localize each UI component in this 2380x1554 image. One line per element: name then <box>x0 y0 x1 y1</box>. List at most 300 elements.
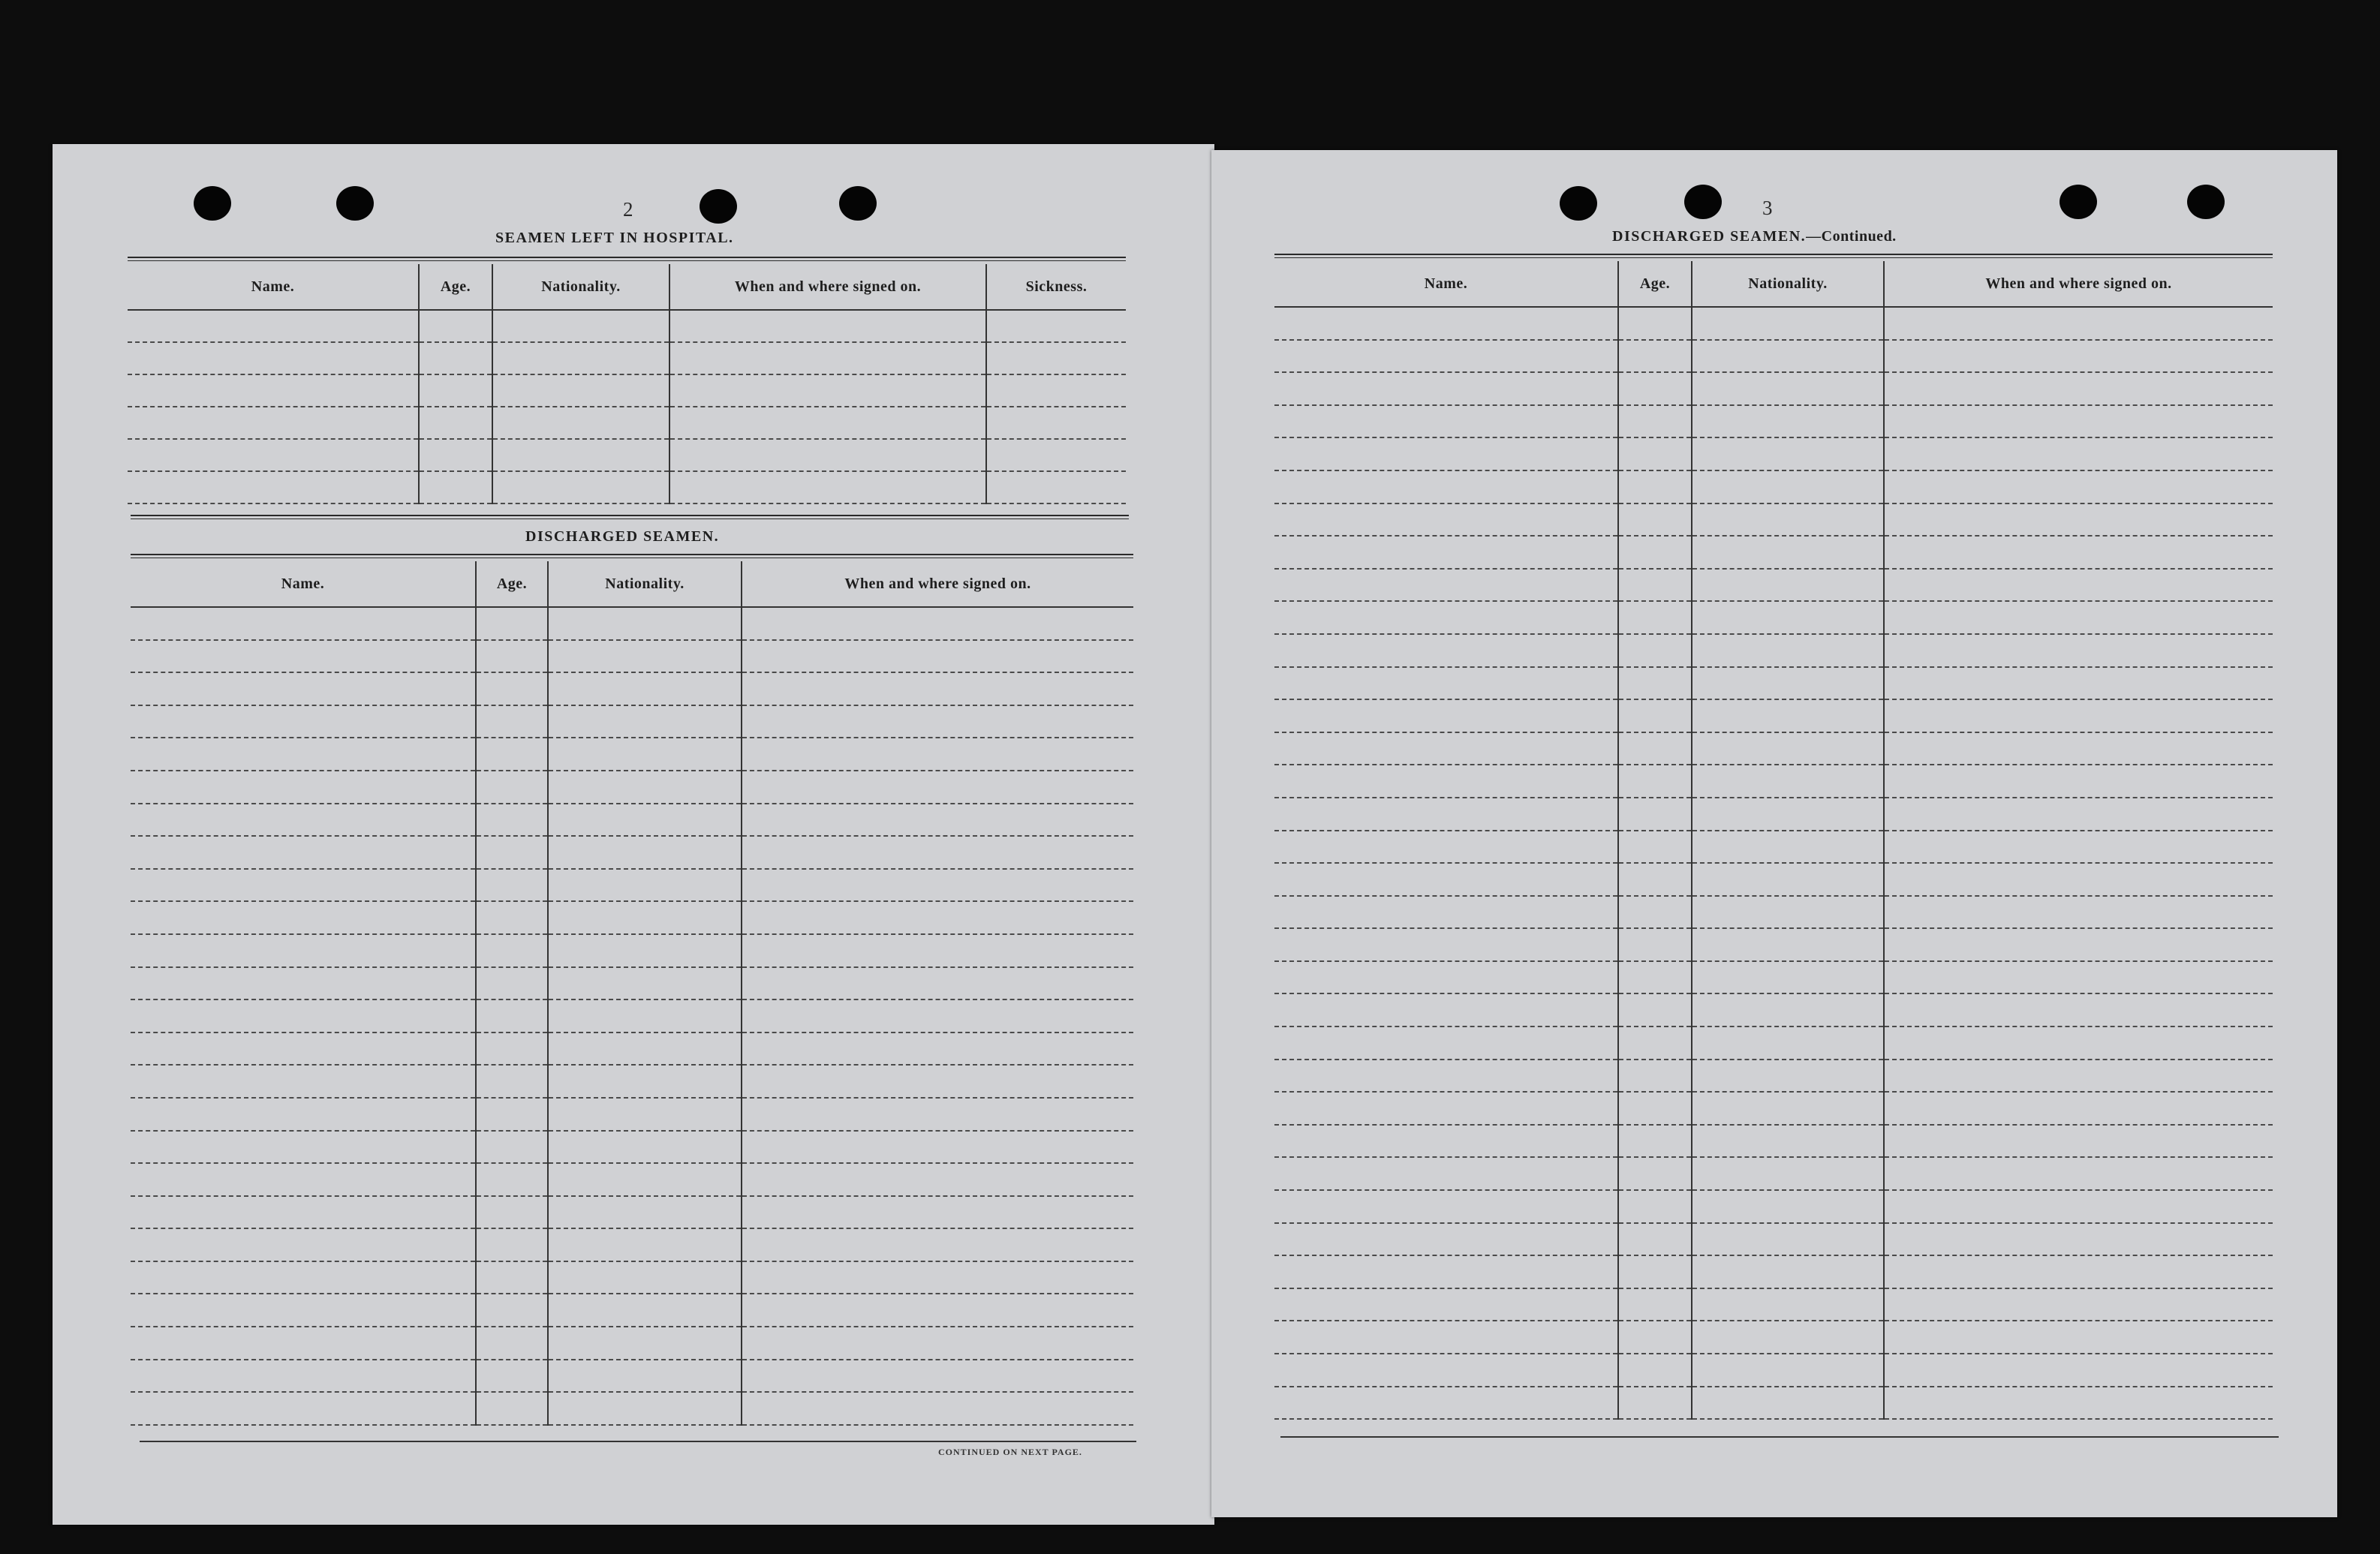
blank-entry-cell <box>1692 863 1884 896</box>
blank-entry-cell <box>1884 1190 2273 1223</box>
blank-entry-cell <box>548 869 742 902</box>
blank-entry-cell <box>1618 896 1692 929</box>
blank-entry-row <box>128 407 1126 439</box>
blank-entry-cell <box>742 901 1133 934</box>
blank-entry-cell <box>548 967 742 1000</box>
double-rule <box>1274 254 2273 258</box>
blank-entry-cell <box>548 836 742 869</box>
blank-entry-cell <box>548 1098 742 1131</box>
blank-entry-cell <box>131 869 476 902</box>
blank-entry-cell <box>1884 1288 2273 1321</box>
blank-entry-cell <box>1618 340 1692 373</box>
blank-entry-cell <box>1274 928 1618 961</box>
punch-hole <box>839 186 877 221</box>
blank-entry-cell <box>128 439 419 471</box>
blank-entry-cell <box>986 374 1126 407</box>
blank-entry-cell <box>1884 699 2273 732</box>
blank-entry-cell <box>1274 437 1618 470</box>
discharged-seamen-table <box>131 561 1133 1426</box>
blank-entry-cell <box>492 374 669 407</box>
column-header-name: Name. <box>128 264 419 310</box>
blank-entry-cell <box>419 471 492 503</box>
blank-entry-cell <box>1274 1125 1618 1158</box>
blank-entry-cell <box>476 1228 548 1261</box>
blank-entry-cell <box>419 374 492 407</box>
blank-entry-row <box>1274 1026 2273 1060</box>
blank-entry-cell <box>1274 470 1618 503</box>
blank-entry-cell <box>492 342 669 374</box>
column-header-when-where-signed-on: When and where signed on. <box>1884 261 2273 307</box>
blank-entry-cell <box>1692 896 1884 929</box>
blank-entry-cell <box>548 672 742 705</box>
blank-entry-cell <box>476 1360 548 1393</box>
blank-entry-row <box>1274 896 2273 929</box>
blank-entry-cell <box>476 705 548 738</box>
blank-entry-cell <box>742 738 1133 771</box>
blank-entry-row <box>131 1032 1133 1066</box>
blank-entry-cell <box>669 342 986 374</box>
blank-entry-cell <box>131 1294 476 1327</box>
blank-entry-row <box>131 1131 1133 1164</box>
blank-entry-cell <box>1618 1125 1692 1158</box>
blank-entry-row <box>131 738 1133 771</box>
blank-entry-cell <box>1884 798 2273 831</box>
blank-entry-cell <box>476 1392 548 1425</box>
blank-entry-cell <box>742 1294 1133 1327</box>
blank-entry-cell <box>1884 863 2273 896</box>
blank-entry-cell <box>476 934 548 967</box>
blank-entry-cell <box>1884 569 2273 602</box>
blank-entry-row <box>1274 536 2273 569</box>
blank-entry-cell <box>1274 993 1618 1026</box>
blank-entry-row <box>131 934 1133 967</box>
blank-entry-cell <box>1884 667 2273 700</box>
seamen-left-in-hospital-table <box>128 264 1126 504</box>
column-header-when-where-signed-on: When and where signed on. <box>669 264 986 310</box>
blank-entry-row <box>1274 863 2273 896</box>
blank-entry-cell <box>1618 634 1692 667</box>
blank-entry-cell <box>1618 1321 1692 1354</box>
blank-entry-row <box>131 1294 1133 1327</box>
blank-entry-row <box>1274 1223 2273 1256</box>
punch-hole <box>2060 185 2097 219</box>
blank-entry-cell <box>476 1032 548 1066</box>
blank-entry-cell <box>1884 993 2273 1026</box>
blank-entry-cell <box>1692 1387 1884 1420</box>
blank-entry-row <box>1274 1092 2273 1125</box>
blank-entry-row <box>128 471 1126 503</box>
blank-entry-row <box>128 310 1126 342</box>
blank-entry-cell <box>548 999 742 1032</box>
blank-entry-cell <box>742 1163 1133 1196</box>
blank-entry-cell <box>131 999 476 1032</box>
left-page <box>53 144 1214 1525</box>
blank-entry-cell <box>1884 1387 2273 1420</box>
blank-entry-cell <box>1884 601 2273 634</box>
blank-entry-cell <box>419 310 492 342</box>
blank-entry-cell <box>1884 928 2273 961</box>
blank-entry-cell <box>1274 1060 1618 1093</box>
blank-entry-row <box>1274 405 2273 438</box>
blank-entry-cell <box>742 804 1133 837</box>
blank-entry-cell <box>1884 372 2273 405</box>
blank-entry-cell <box>131 1196 476 1229</box>
blank-entry-cell <box>1884 1223 2273 1256</box>
blank-entry-cell <box>1274 601 1618 634</box>
blank-entry-row <box>1274 699 2273 732</box>
double-rule <box>131 554 1133 558</box>
blank-entry-cell <box>742 1131 1133 1164</box>
blank-entry-cell <box>1884 1157 2273 1190</box>
blank-entry-cell <box>1692 1354 1884 1387</box>
column-header-nationality: Nationality. <box>1692 261 1884 307</box>
blank-entry-cell <box>1884 1026 2273 1060</box>
blank-entry-cell <box>669 310 986 342</box>
blank-entry-cell <box>1274 1223 1618 1256</box>
blank-entry-cell <box>1692 1060 1884 1093</box>
blank-entry-cell <box>742 1032 1133 1066</box>
blank-entry-cell <box>742 672 1133 705</box>
blank-entry-row <box>131 836 1133 869</box>
blank-entry-cell <box>548 1360 742 1393</box>
page-number: 3 <box>1762 197 1774 219</box>
blank-entry-cell <box>548 901 742 934</box>
blank-entry-cell <box>1692 1157 1884 1190</box>
blank-entry-cell <box>742 1196 1133 1229</box>
blank-entry-cell <box>1692 1125 1884 1158</box>
blank-entry-cell <box>476 836 548 869</box>
section-title-discharged-seamen-continued <box>1612 228 1897 245</box>
blank-entry-cell <box>742 1392 1133 1425</box>
blank-entry-cell <box>1692 928 1884 961</box>
blank-entry-cell <box>131 967 476 1000</box>
blank-entry-cell <box>1692 372 1884 405</box>
blank-entry-cell <box>742 771 1133 804</box>
blank-entry-cell <box>1692 1092 1884 1125</box>
blank-entry-cell <box>742 836 1133 869</box>
blank-entry-row <box>1274 1190 2273 1223</box>
blank-entry-row <box>128 342 1126 374</box>
blank-entry-cell <box>476 869 548 902</box>
blank-entry-row <box>1274 993 2273 1026</box>
blank-entry-row <box>131 901 1133 934</box>
blank-entry-cell <box>1692 634 1884 667</box>
blank-entry-cell <box>1618 405 1692 438</box>
double-rule <box>128 257 1126 261</box>
blank-entry-cell <box>1692 1026 1884 1060</box>
blank-entry-cell <box>1274 1190 1618 1223</box>
column-header-when-where-signed-on: When and where signed on. <box>742 561 1133 607</box>
blank-entry-cell <box>1274 1026 1618 1060</box>
blank-entry-cell <box>1618 1026 1692 1060</box>
blank-entry-cell <box>131 1098 476 1131</box>
blank-entry-row <box>131 1392 1133 1425</box>
blank-entry-cell <box>1884 896 2273 929</box>
blank-entry-cell <box>419 342 492 374</box>
blank-entry-cell <box>1692 470 1884 503</box>
blank-entry-row <box>131 672 1133 705</box>
blank-entry-cell <box>548 607 742 640</box>
blank-entry-cell <box>419 439 492 471</box>
section-title-text: DISCHARGED SEAMEN. <box>1612 228 1807 245</box>
blank-entry-cell <box>1274 765 1618 798</box>
blank-entry-cell <box>131 836 476 869</box>
blank-entry-cell <box>1274 896 1618 929</box>
blank-entry-cell <box>1274 667 1618 700</box>
punch-hole <box>1684 185 1722 219</box>
blank-entry-cell <box>1692 961 1884 994</box>
blank-entry-cell <box>669 407 986 439</box>
blank-entry-cell <box>131 1065 476 1098</box>
page-number: 2 <box>623 198 634 221</box>
blank-entry-cell <box>1692 699 1884 732</box>
blank-entry-cell <box>131 934 476 967</box>
blank-entry-row <box>131 1360 1133 1393</box>
blank-entry-cell <box>1618 732 1692 765</box>
blank-entry-cell <box>548 1196 742 1229</box>
blank-entry-row <box>1274 1321 2273 1354</box>
column-header-nationality: Nationality. <box>548 561 742 607</box>
blank-entry-cell <box>1692 569 1884 602</box>
blank-entry-cell <box>1274 536 1618 569</box>
blank-entry-cell <box>131 771 476 804</box>
blank-entry-cell <box>492 439 669 471</box>
blank-entry-cell <box>476 640 548 673</box>
blank-entry-cell <box>1884 732 2273 765</box>
blank-entry-row <box>131 1261 1133 1294</box>
blank-entry-row <box>131 607 1133 640</box>
section-title-continued-suffix: —Continued. <box>1806 228 1897 245</box>
blank-entry-cell <box>1618 1354 1692 1387</box>
blank-entry-row <box>131 999 1133 1032</box>
blank-entry-cell <box>131 1163 476 1196</box>
blank-entry-row <box>1274 928 2273 961</box>
blank-entry-cell <box>1618 798 1692 831</box>
blank-entry-cell <box>1618 1387 1692 1420</box>
blank-entry-cell <box>476 1098 548 1131</box>
blank-entry-cell <box>131 1032 476 1066</box>
blank-entry-cell <box>131 804 476 837</box>
blank-entry-cell <box>1618 1092 1692 1125</box>
blank-entry-row <box>131 640 1133 673</box>
blank-entry-cell <box>1274 503 1618 537</box>
blank-entry-cell <box>131 1228 476 1261</box>
column-header-name: Name. <box>1274 261 1618 307</box>
blank-entry-cell <box>669 471 986 503</box>
blank-entry-cell <box>1692 1288 1884 1321</box>
blank-entry-cell <box>1274 1092 1618 1125</box>
blank-entry-row <box>1274 765 2273 798</box>
blank-entry-cell <box>128 310 419 342</box>
blank-entry-cell <box>1884 634 2273 667</box>
blank-entry-row <box>1274 732 2273 765</box>
blank-entry-cell <box>1884 1125 2273 1158</box>
column-header-age: Age. <box>419 264 492 310</box>
blank-entry-cell <box>1618 601 1692 634</box>
blank-entry-cell <box>476 967 548 1000</box>
blank-entry-cell <box>1692 405 1884 438</box>
blank-entry-cell <box>1274 1321 1618 1354</box>
blank-entry-cell <box>1274 569 1618 602</box>
blank-entry-row <box>1274 798 2273 831</box>
blank-entry-cell <box>419 407 492 439</box>
blank-entry-cell <box>742 1360 1133 1393</box>
blank-entry-cell <box>1692 503 1884 537</box>
blank-entry-cell <box>1618 1060 1692 1093</box>
blank-entry-cell <box>476 804 548 837</box>
column-header-age: Age. <box>476 561 548 607</box>
blank-entry-row <box>1274 1288 2273 1321</box>
blank-entry-cell <box>1274 1354 1618 1387</box>
blank-entry-cell <box>1884 405 2273 438</box>
blank-entry-row <box>131 1228 1133 1261</box>
blank-entry-cell <box>742 999 1133 1032</box>
blank-entry-cell <box>986 310 1126 342</box>
blank-entry-cell <box>669 439 986 471</box>
blank-entry-cell <box>986 439 1126 471</box>
blank-entry-cell <box>1884 961 2273 994</box>
bottom-rule <box>1280 1436 2279 1438</box>
blank-entry-cell <box>1618 1288 1692 1321</box>
blank-entry-cell <box>1618 831 1692 864</box>
blank-entry-cell <box>476 1163 548 1196</box>
blank-entry-cell <box>1692 437 1884 470</box>
blank-entry-cell <box>476 1261 548 1294</box>
blank-entry-cell <box>476 771 548 804</box>
punch-hole <box>2187 185 2225 219</box>
blank-entry-cell <box>476 901 548 934</box>
blank-entry-cell <box>476 1065 548 1098</box>
blank-entry-cell <box>1692 667 1884 700</box>
blank-entry-row <box>1274 667 2273 700</box>
blank-entry-cell <box>1692 765 1884 798</box>
blank-entry-cell <box>1618 1190 1692 1223</box>
blank-entry-cell <box>548 1294 742 1327</box>
blank-entry-cell <box>131 705 476 738</box>
blank-entry-cell <box>1618 1157 1692 1190</box>
blank-entry-cell <box>128 407 419 439</box>
blank-entry-row <box>131 804 1133 837</box>
punch-hole <box>700 189 737 224</box>
blank-entry-cell <box>1884 831 2273 864</box>
blank-entry-cell <box>548 1131 742 1164</box>
blank-entry-cell <box>548 1327 742 1360</box>
discharged-seamen-continued-table <box>1274 261 2273 1420</box>
blank-entry-cell <box>548 1163 742 1196</box>
blank-entry-cell <box>1884 1321 2273 1354</box>
blank-entry-cell <box>548 771 742 804</box>
blank-entry-cell <box>986 471 1126 503</box>
punch-hole <box>1560 186 1597 221</box>
blank-entry-cell <box>1618 863 1692 896</box>
blank-entry-cell <box>1884 1354 2273 1387</box>
blank-entry-cell <box>742 967 1133 1000</box>
blank-entry-row <box>128 374 1126 407</box>
blank-entry-row <box>1274 1354 2273 1387</box>
blank-entry-cell <box>492 310 669 342</box>
blank-entry-cell <box>1618 437 1692 470</box>
blank-entry-cell <box>742 1261 1133 1294</box>
blank-entry-cell <box>1618 1223 1692 1256</box>
blank-entry-cell <box>131 1392 476 1425</box>
blank-entry-cell <box>548 738 742 771</box>
blank-entry-cell <box>1618 699 1692 732</box>
blank-entry-cell <box>1692 1321 1884 1354</box>
blank-entry-row <box>131 1098 1133 1131</box>
blank-entry-cell <box>492 407 669 439</box>
blank-entry-cell <box>1884 340 2273 373</box>
blank-entry-cell <box>1884 1255 2273 1288</box>
blank-entry-cell <box>1274 1288 1618 1321</box>
blank-entry-cell <box>669 374 986 407</box>
blank-entry-row <box>1274 340 2273 373</box>
blank-entry-row <box>1274 601 2273 634</box>
blank-entry-cell <box>131 738 476 771</box>
blank-entry-cell <box>1274 1157 1618 1190</box>
blank-entry-cell <box>131 1327 476 1360</box>
blank-entry-cell <box>128 471 419 503</box>
blank-entry-cell <box>548 1228 742 1261</box>
blank-entry-cell <box>131 607 476 640</box>
punch-hole <box>194 186 231 221</box>
blank-entry-cell <box>1618 372 1692 405</box>
blank-entry-cell <box>1884 765 2273 798</box>
column-header-name: Name. <box>131 561 476 607</box>
right-page <box>1211 150 2337 1517</box>
blank-entry-cell <box>1618 307 1692 340</box>
blank-entry-cell <box>548 705 742 738</box>
blank-entry-cell <box>548 1261 742 1294</box>
blank-entry-cell <box>742 1098 1133 1131</box>
blank-entry-cell <box>1618 765 1692 798</box>
blank-entry-row <box>1274 831 2273 864</box>
blank-entry-row <box>131 771 1133 804</box>
blank-entry-cell <box>131 1360 476 1393</box>
blank-entry-row <box>128 439 1126 471</box>
blank-entry-cell <box>476 1131 548 1164</box>
blank-entry-cell <box>548 640 742 673</box>
blank-entry-cell <box>131 640 476 673</box>
blank-entry-cell <box>742 869 1133 902</box>
blank-entry-cell <box>476 1196 548 1229</box>
blank-entry-cell <box>986 407 1126 439</box>
blank-entry-cell <box>128 342 419 374</box>
blank-entry-cell <box>1884 503 2273 537</box>
blank-entry-cell <box>548 804 742 837</box>
blank-entry-row <box>1274 1125 2273 1158</box>
blank-entry-row <box>1274 1157 2273 1190</box>
blank-entry-cell <box>131 1131 476 1164</box>
blank-entry-row <box>1274 1060 2273 1093</box>
blank-entry-row <box>131 1163 1133 1196</box>
blank-entry-cell <box>742 1065 1133 1098</box>
blank-entry-cell <box>1274 307 1618 340</box>
blank-entry-cell <box>1274 340 1618 373</box>
blank-entry-cell <box>476 999 548 1032</box>
blank-entry-cell <box>1618 503 1692 537</box>
blank-entry-cell <box>1618 470 1692 503</box>
blank-entry-cell <box>1884 536 2273 569</box>
blank-entry-cell <box>742 640 1133 673</box>
bottom-rule <box>140 1441 1136 1442</box>
blank-entry-row <box>1274 372 2273 405</box>
blank-entry-cell <box>742 1327 1133 1360</box>
blank-entry-cell <box>128 374 419 407</box>
double-rule <box>131 515 1129 519</box>
blank-entry-cell <box>1884 1092 2273 1125</box>
blank-entry-cell <box>1884 437 2273 470</box>
blank-entry-cell <box>492 471 669 503</box>
